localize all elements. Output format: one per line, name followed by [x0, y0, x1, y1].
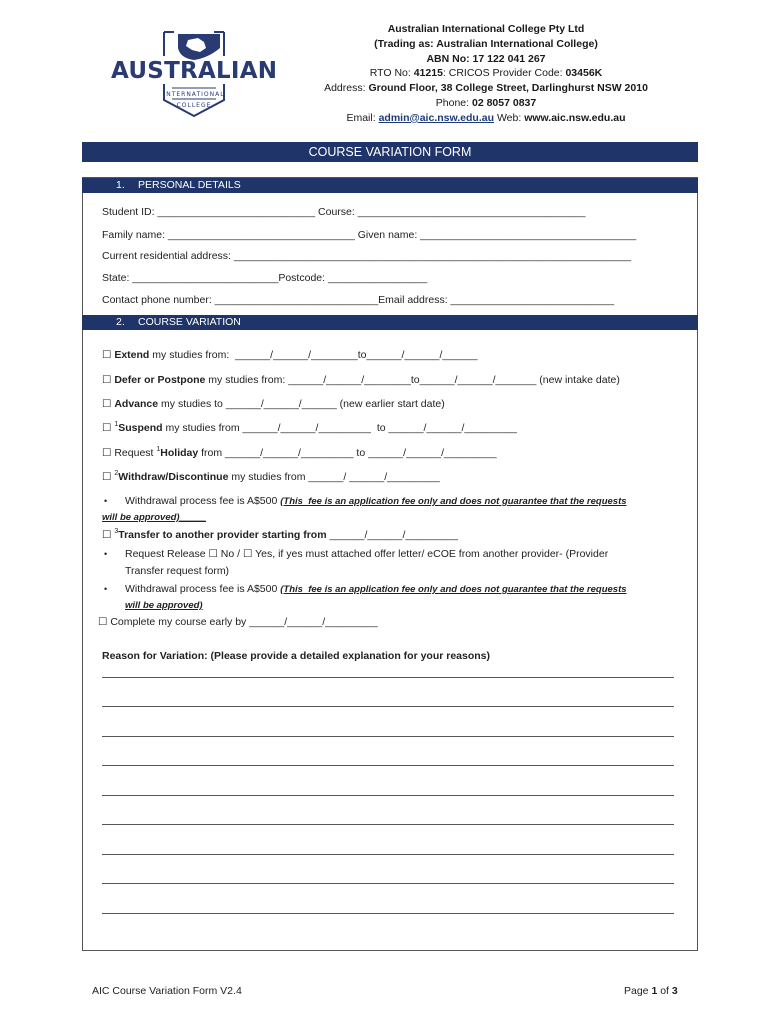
of-label: of: [657, 985, 672, 997]
option-label: Withdraw/Discontinue: [118, 471, 229, 483]
web-value: www.aic.nsw.edu.au: [524, 111, 626, 124]
footer-page-number: [624, 985, 678, 997]
checkbox[interactable]: ☐: [102, 398, 112, 410]
phone-label: Phone:: [435, 96, 472, 109]
section-personal-details-header: [82, 178, 698, 193]
checkbox[interactable]: ☐: [102, 349, 112, 361]
abn-label: ABN No:: [426, 52, 473, 65]
reason-line[interactable]: [102, 913, 674, 914]
section-number: 2.: [116, 316, 125, 328]
email-label: Email:: [346, 111, 379, 124]
option-label: Defer or Postpone: [114, 374, 206, 386]
footer-form-version: AIC Course Variation Form V2.4: [92, 985, 242, 997]
date-fields[interactable]: my studies from: ______/______/________to______/______/_______ (new intake date): [205, 374, 620, 386]
withdrawal-fee-note-2-cont: [125, 599, 203, 611]
holiday-option[interactable]: [102, 447, 497, 459]
option-label: Advance: [114, 398, 159, 410]
cricos-value: 03456K: [565, 67, 603, 80]
reason-line[interactable]: [102, 736, 674, 737]
abn-value: 17 122 041 267: [472, 52, 546, 65]
suspend-option[interactable]: [102, 422, 517, 434]
page-total: 3: [671, 985, 678, 997]
family-given-name-field[interactable]: Family name: ________________________________ Given name: _____________________________________: [102, 229, 637, 241]
checkbox[interactable]: ☐: [102, 422, 112, 434]
option-label: Transfer to another provider starting from: [118, 529, 327, 541]
footnote-marker: 3: [114, 528, 119, 535]
fee-disclaimer: will be approved): [125, 600, 203, 611]
date-fields[interactable]: from ______/______/_________ to ______/______/_________: [198, 447, 497, 459]
date-fields[interactable]: my studies from ______/ ______/_________: [228, 471, 440, 483]
email-link[interactable]: admin@aic.nsw.edu.au: [378, 111, 495, 124]
checkbox[interactable]: ☐: [98, 616, 108, 628]
logo-sub1: INTERNATIONAL: [163, 91, 225, 98]
checkbox[interactable]: ☐: [102, 529, 112, 541]
withdraw-option[interactable]: [102, 471, 440, 483]
section-course-variation-header: [82, 315, 698, 330]
fee-text: Withdrawal process fee is A$500: [125, 495, 281, 507]
section-title: PERSONAL DETAILS: [138, 179, 241, 191]
option-label: Holiday: [160, 447, 199, 459]
reason-line[interactable]: [102, 677, 674, 678]
page-label: Page: [624, 985, 652, 997]
bullet-icon: •: [104, 549, 108, 559]
rto-label: RTO No:: [369, 67, 414, 80]
logo-wordmark: AUSTRALIAN: [111, 58, 277, 84]
date-fields[interactable]: my studies to ______/______/______ (new earlier start date): [158, 398, 445, 410]
address-label: Address:: [324, 82, 369, 95]
contact-email-field[interactable]: Contact phone number: ____________________________Email address: ____________________________: [102, 294, 615, 306]
withdrawal-fee-note-2: [125, 583, 627, 595]
reason-line[interactable]: [102, 883, 674, 884]
checkbox[interactable]: ☐: [102, 374, 112, 386]
fee-disclaimer: (This fee is an application fee only and does not guarantee that the requests: [280, 584, 627, 595]
rto-value: 41215: [413, 67, 443, 80]
footnote-marker: 2: [114, 470, 119, 477]
checkbox[interactable]: ☐: [102, 471, 112, 483]
date-fields[interactable]: ______/______/_________: [326, 529, 458, 541]
residential-address-field[interactable]: Current residential address: ____________________________________________________________________: [102, 250, 631, 262]
option-prefix: Request: [111, 447, 157, 459]
cricos-label: : CRICOS Provider Code:: [442, 67, 566, 80]
release-request[interactable]: Request Release ☐ No / ☐ Yes, if yes must attached offer letter/ eCOE from another provider- (Provider: [125, 548, 609, 560]
logo-sub2: COLLEGE: [176, 102, 212, 109]
reason-label: [102, 650, 490, 662]
fee-text: Withdrawal process fee is A$500: [125, 583, 281, 595]
company-name: Australian International College Pty Ltd: [387, 23, 585, 35]
reason-line[interactable]: [102, 706, 674, 707]
defer-option[interactable]: [102, 374, 620, 386]
state-postcode-field[interactable]: State: _________________________Postcode: _________________: [102, 272, 428, 284]
date-fields[interactable]: my studies from: ______/______/________to______/______/______: [149, 349, 478, 361]
form-title: COURSE VARIATION FORM: [82, 142, 698, 162]
reason-label-text: Reason for Variation: (Please provide a detailed explanation for your reasons): [102, 650, 491, 662]
web-label: Web:: [494, 111, 525, 124]
checkbox[interactable]: ☐: [102, 447, 112, 459]
college-header: [300, 22, 672, 126]
section-number: 1.: [116, 179, 125, 191]
withdrawal-fee-note: [125, 495, 627, 507]
address-value: Ground Floor, 38 College Street, Darlinghurst NSW 2010: [368, 82, 648, 95]
student-id-course-field[interactable]: Student ID: ___________________________ Course: _______________________________________: [102, 206, 586, 218]
page-num: 1: [651, 985, 658, 997]
withdrawal-fee-note-cont: [102, 511, 206, 523]
date-fields[interactable]: my studies from ______/______/_________ to ______/______/_________: [162, 422, 517, 434]
reason-line[interactable]: [102, 854, 674, 855]
option-label: Suspend: [118, 422, 163, 434]
advance-option[interactable]: [102, 398, 445, 410]
footnote-marker: 1: [156, 446, 161, 453]
release-request-cont: Transfer request form): [125, 565, 230, 577]
extend-option[interactable]: [102, 349, 477, 361]
college-logo: [108, 26, 280, 120]
reason-line[interactable]: [102, 795, 674, 796]
reason-line[interactable]: [102, 765, 674, 766]
trading-name: (Trading as: Australian International College): [374, 37, 598, 50]
fee-disclaimer: will be approved)_____: [102, 512, 207, 523]
bullet-icon: •: [104, 496, 108, 506]
date-fields[interactable]: Complete my course early by ______/______/_________: [107, 616, 378, 628]
transfer-option[interactable]: [102, 529, 458, 541]
footnote-marker: 1: [114, 421, 119, 428]
bullet-icon: •: [104, 584, 108, 594]
complete-early-option[interactable]: [98, 616, 378, 628]
phone-value: 02 8057 0837: [471, 96, 537, 109]
fee-disclaimer: (This fee is an application fee only and does not guarantee that the requests: [280, 496, 627, 507]
option-label: Extend: [114, 349, 150, 361]
section-title: COURSE VARIATION: [138, 316, 241, 328]
reason-line[interactable]: [102, 824, 674, 825]
